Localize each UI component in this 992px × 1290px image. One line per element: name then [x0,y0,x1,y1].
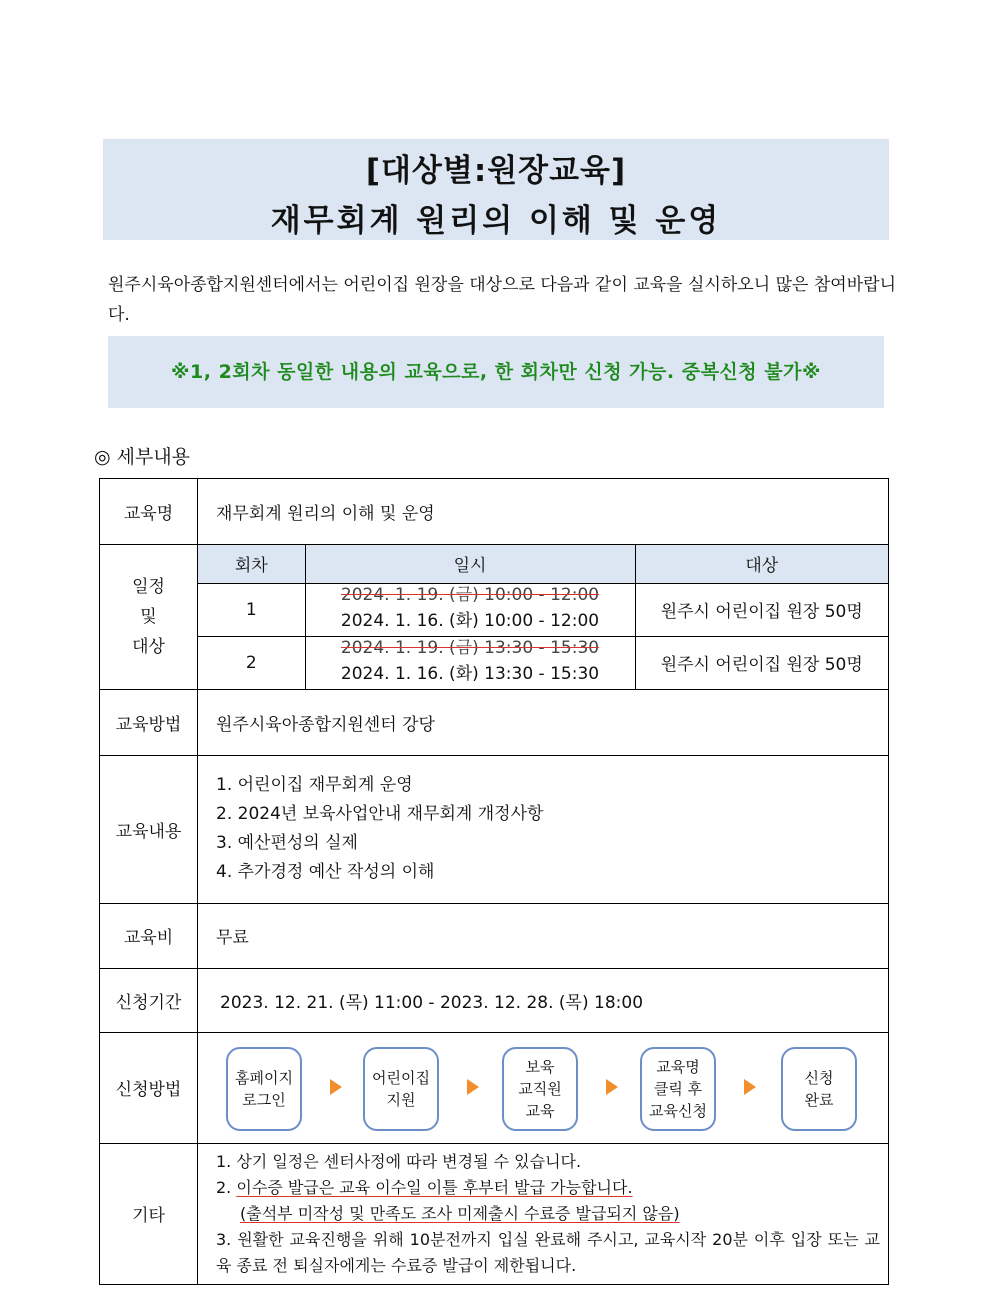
schedule-table [198,545,888,689]
schedule-label-line: 일정 [132,576,165,597]
schedule-label [100,545,198,690]
intro-text: 원주시육아종합지원센터에서는 어린이집 원장을 대상으로 다음과 같이 교육을 실시하오니 많은 참여바랍니다. [108,275,896,325]
apply-label: 신청방법 [100,1032,198,1143]
flow-step-course-apply: 교육명 클릭 후 교육신청 [640,1047,716,1131]
etc-note-3: 3. 원활한 교육진행을 위해 10분전까지 입실 완료해 주시고, 교육시작 20분 이후 입장 또는 교육 종료 전 퇴실자에게는 수료증 발급이 제한됩니다. [216,1229,880,1275]
etc-label: 기타 [100,1143,198,1284]
title-banner [103,139,889,240]
list-item: 2. 2024년 보육사업안내 재무회계 개정사항 [216,804,544,824]
new-date: 2024. 1. 16. (화) 10:00 - 12:00 [340,610,600,631]
etc-note-1: 1. 상기 일정은 센터사정에 따라 변경될 수 있습니다. [216,1151,582,1171]
session-datetime [305,583,635,636]
fee-value: 무료 [198,903,889,968]
list-item: 3. 예산편성의 실제 [216,833,358,853]
old-date: 2024. 1. 19. (금) 13:30 - 15:30 [340,637,600,658]
period-label: 신청기간 [100,968,198,1032]
etc-note-2 [216,1175,888,1201]
section-title: ◎ 세부내용 [94,446,191,468]
header-target: 대상 [635,545,888,583]
schedule-row [198,583,888,636]
flow-step-complete: 신청 완료 [781,1047,857,1131]
schedule-row [198,636,888,689]
notice-banner: ※1, 2회차 동일한 내용의 교육으로, 한 회차만 신청 가능. 중복신청 불가※ [108,336,884,408]
session-number: 2 [198,636,305,689]
etc-note-2-sub-text: (출석부 미작성 및 만족도 조사 미제출시 수료증 발급되지 않음) [240,1203,680,1223]
schedule-cell [198,545,889,690]
page-title: 재무회계 원리의 이해 및 운영 [270,203,722,239]
etc-note-2-sub [216,1201,888,1227]
session-target: 원주시 어린이집 원장 50명 [635,583,888,636]
flow-step-login: 홈페이지 로그인 [226,1047,302,1131]
list-item: 1. 어린이집 재무회계 운영 [216,775,413,795]
arrow-right-icon [606,1079,618,1095]
header-datetime: 일시 [305,545,635,583]
apply-flow [198,1033,888,1143]
title-category: [대상별:원장교육] [365,153,627,189]
schedule-label-line: 대상 [132,636,165,657]
header-session: 회차 [198,545,305,583]
list-item: 4. 추가경정 예산 작성의 이해 [216,862,435,882]
session-datetime [305,636,635,689]
session-number: 1 [198,583,305,636]
arrow-right-icon [744,1079,756,1095]
arrow-right-icon [467,1079,479,1095]
method-label: 교육방법 [100,689,198,755]
old-date: 2024. 1. 19. (금) 10:00 - 12:00 [340,584,600,605]
apply-cell [198,1032,889,1143]
flow-step-daycare-support: 어린이집 지원 [363,1047,439,1131]
course-name-value: 재무회계 원리의 이해 및 운영 [198,479,889,545]
etc-notes [198,1143,889,1284]
schedule-label-line: 및 [140,606,157,627]
etc-note-2-text: 이수증 발급은 교육 이수일 이틀 후부터 발급 가능합니다. [236,1177,633,1197]
contents-list [198,755,889,903]
session-target: 원주시 어린이집 원장 50명 [635,636,888,689]
method-value: 원주시육아종합지원센터 강당 [198,689,889,755]
etc-note-2-prefix: 2. [216,1177,237,1197]
flow-step-staff-education: 보육 교직원 교육 [502,1047,578,1131]
contents-label: 교육내용 [100,755,198,903]
fee-label: 교육비 [100,903,198,968]
period-value: 2023. 12. 21. (목) 11:00 - 2023. 12. 28. (목) 18:00 [198,968,889,1032]
new-date: 2024. 1. 16. (화) 13:30 - 15:30 [340,663,600,684]
course-name-label: 교육명 [100,479,198,545]
details-table [99,478,889,1285]
arrow-right-icon [330,1079,342,1095]
